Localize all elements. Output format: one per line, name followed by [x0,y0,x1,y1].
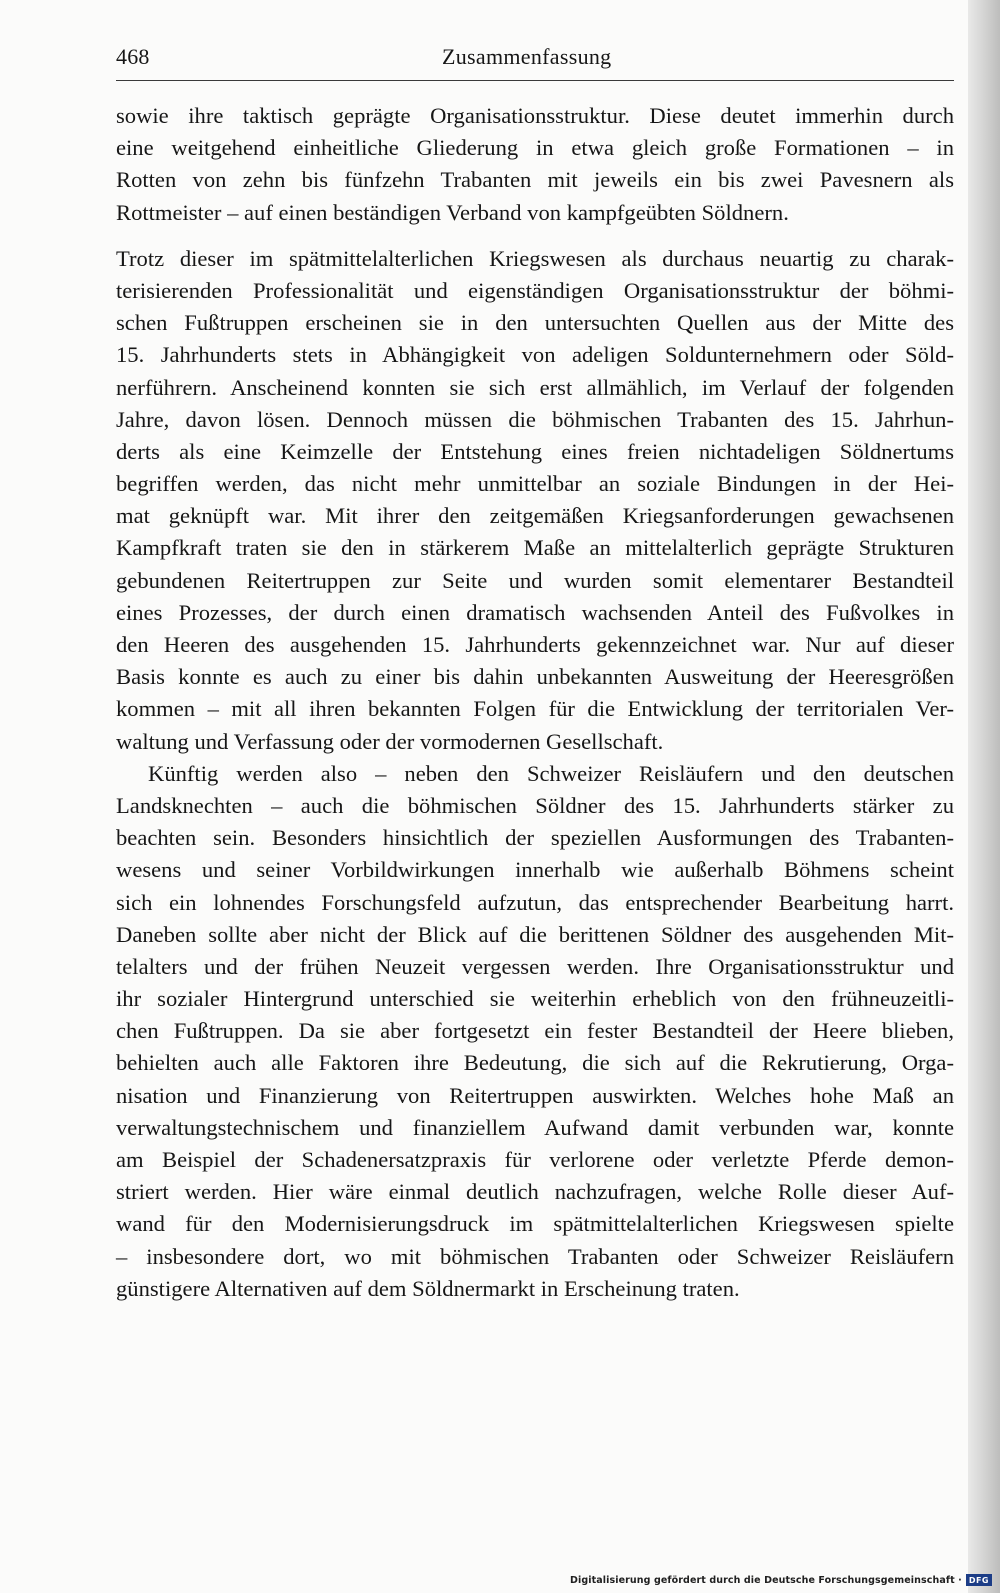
text-line: Jahre, davon lösen. Dennoch müssen die böhmischen Trabanten des 15. Jahrhun- [116,406,954,432]
text-line: beachten sein. Besonders hinsichtlich der speziellen Ausformungen des Trabanten- [116,825,954,851]
text-line: eines Prozesses, der durch einen dramatisch wachsenden Anteil des Fußvolkes in [116,599,954,625]
text-line: sich ein lohnendes Forschungsfeld aufzutun, das entsprechender Bearbeitung harrt. [116,889,954,915]
text-line: begriffen werden, das nicht mehr unmittelbar an soziale Bindungen in der Hei- [116,471,954,497]
text-line: eine weitgehend einheitliche Gliederung in etwa gleich große Formationen – in [116,135,954,161]
text-line: mat geknüpft war. Mit ihrer den zeitgemäßen Kriegsanforderungen gewachsenen [116,503,954,529]
text-line: behielten auch alle Faktoren ihre Bedeutung, die sich auf die Rekrutierung, Orga- [116,1050,954,1076]
page-number: 468 [116,44,150,69]
text-line: nerführern. Anscheinend konnten sie sich erst allmählich, im Verlauf der folgenden [116,374,954,400]
text-line: günstigere Alternativen auf dem Söldnermarkt in Erscheinung traten. [116,1275,740,1301]
text-line: 15. Jahrhunderts stets in Abhängigkeit von adeligen Soldunternehmern oder Söld- [116,342,954,368]
footer-credit: Digitalisierung gefördert durch die Deutsche Forschungsgemeinschaft · [570,1574,962,1586]
text-line: waltung und Verfassung oder der vormodernen Gesellschaft. [116,728,664,754]
text-line: wand für den Modernisierungsdruck im spätmittelalterlichen Kriegswesen spielte [116,1211,954,1237]
digitization-footer [570,1573,992,1587]
header-rule [116,80,954,81]
text-line: gebundenen Reitertruppen zur Seite und wurden somit elementarer Bestandteil [116,567,954,593]
body-text [116,100,954,1305]
dfg-logo-icon: DFG [966,1574,992,1586]
text-line: – insbesondere dort, wo mit böhmischen Trabanten oder Schweizer Reisläufern [116,1243,954,1269]
text-line: telalters und der frühen Neuzeit vergessen werden. Ihre Organisationsstruktur und [116,953,954,979]
text-line: Landsknechten – auch die böhmischen Söldner des 15. Jahrhunderts stärker zu [116,792,954,818]
running-title: Zusammenfassung [442,44,612,69]
text-line: Daneben sollte aber nicht der Blick auf die berittenen Söldner des ausgehenden Mit- [116,921,954,947]
paragraph-2 [116,243,954,758]
text-line: wesens und seiner Vorbildwirkungen innerhalb wie außerhalb Böhmens scheint [116,857,954,883]
text-line: Basis konnte es auch zu einer bis dahin unbekannten Ausweitung der Heeresgrößen [116,664,954,690]
text-line: striert werden. Hier wäre einmal deutlich nachzufragen, welche Rolle dieser Auf- [116,1179,954,1205]
paragraph-1 [116,100,954,229]
paragraph-3 [116,758,954,1305]
text-line: sowie ihre taktisch geprägte Organisationsstruktur. Diese deutet immerhin durch [116,103,954,128]
text-line: ihr sozialer Hintergrund unterschied sie weiterhin erheblich von den frühneuzeitli- [116,986,954,1012]
page-header [116,44,954,78]
paragraph-gap [116,229,954,243]
text-line: chen Fußtruppen. Da sie aber fortgesetzt ein fester Bestandteil der Heere blieben, [116,1018,954,1044]
text-line: terisierenden Professionalität und eigenständigen Organisationsstruktur der böhmi- [116,277,954,303]
text-line: den Heeren des ausgehenden 15. Jahrhunderts gekennzeichnet war. Nur auf dieser [116,632,954,657]
text-line: Rotten von zehn bis fünfzehn Trabanten mit jeweils ein bis zwei Pavesnern als [116,167,954,193]
text-line: am Beispiel der Schadenersatzpraxis für verlorene oder verletzte Pferde demon- [116,1147,954,1172]
text-line: schen Fußtruppen erscheinen sie in den untersuchten Quellen aus der Mitte des [116,310,954,336]
page-edge-shadow [968,0,1000,1593]
text-line: nisation und Finanzierung von Reitertruppen auswirkten. Welches hohe Maß an [116,1082,954,1108]
text-line: Trotz dieser im spätmittelalterlichen Kriegswesen als durchaus neuartig zu charak- [116,245,954,271]
text-line: Künftig werden also – neben den Schweizer Reisläufern und den deutschen [148,760,954,786]
text-line: kommen – mit all ihren bekannten Folgen für die Entwicklung der territorialen Ver- [116,696,954,722]
text-line: derts als eine Keimzelle der Entstehung eines freien nichtadeligen Söldnertums [116,438,954,464]
text-line: Kampfkraft traten sie den in stärkerem Maße an mittelalterlich geprägte Strukturen [116,535,954,561]
text-line: Rottmeister – auf einen beständigen Verband von kampfgeübten Söldnern. [116,199,789,225]
text-line: verwaltungstechnischem und finanziellem Aufwand damit verbunden war, konnte [116,1114,954,1140]
